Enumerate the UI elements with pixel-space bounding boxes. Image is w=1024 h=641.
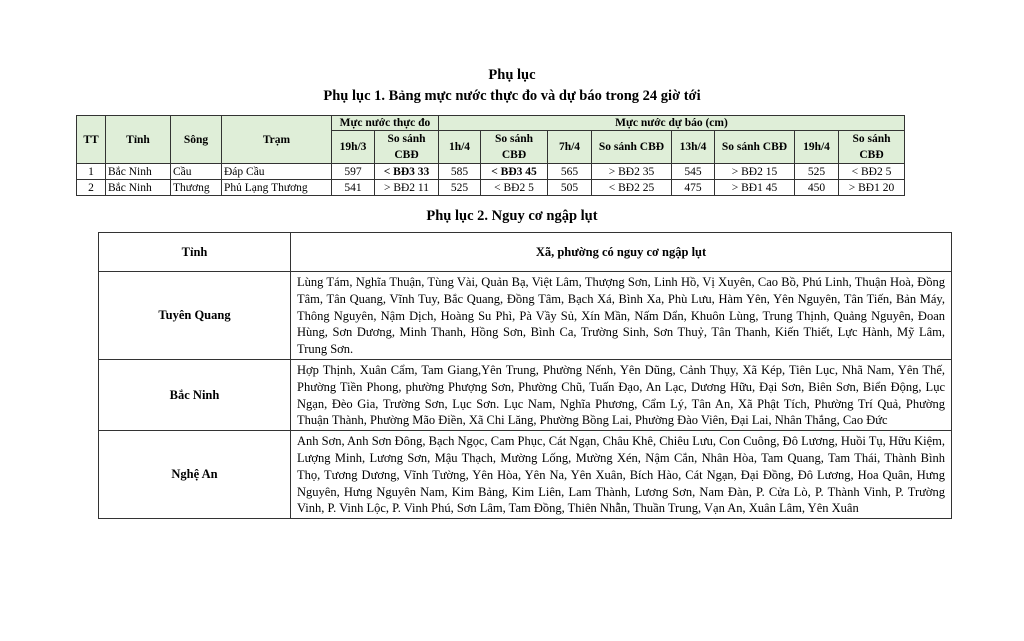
- header-province: Tỉnh: [106, 116, 171, 164]
- table-row: [77, 180, 905, 196]
- row-compare: < BĐ2 25: [592, 180, 672, 196]
- header-time: 19h/4: [795, 131, 839, 164]
- row-value: 525: [795, 164, 839, 180]
- header-time: 19h/3: [332, 131, 375, 164]
- row-value: 525: [439, 180, 481, 196]
- row-province: Tuyên Quang: [99, 272, 291, 360]
- row-river: Thương: [171, 180, 222, 196]
- row-communes: Lùng Tám, Nghĩa Thuận, Tùng Vài, Quản Bạ, Việt Lâm, Thượng Sơn, Linh Hồ, Vị Xuyên, Cao Bồ, Phú Linh, Thuận Hoà, Đồng Tâm, Tân Quang, Vĩnh Tuy, Bắc Quang, Đồng Tâm, Bạch Xá, Bình Xa, Phù Lưu, Hàm Yên, Yên Nguyên, Tân Tiến, Bản Máy, Thông Nguyên, Nậm Dịch, Hoàng Su Phì, Pà Vầy Sủ, Xín Mần, Nấm Dẩn, Khuôn Lùng, Trung Thịnh, Quảng Nguyên, Đoan Hùng, Sơn Dương, Minh Thanh, Hồng Sơn, Bình Ca, Trường Sinh, Sơn Thuỷ, Tân Thanh, Kiến Thiết, Lực Hành, Mỹ Lâm, Trung Sơn.: [291, 272, 952, 360]
- header-measured-group: Mực nước thực đo: [332, 116, 439, 131]
- row-tt: 2: [77, 180, 106, 196]
- table-row: [99, 431, 952, 519]
- header-compare: So sánh CBĐ: [839, 131, 905, 164]
- header-province: Tỉnh: [99, 233, 291, 272]
- header-station: Trạm: [222, 116, 332, 164]
- row-province: Nghệ An: [99, 431, 291, 519]
- table-row: [99, 359, 952, 430]
- header-time: 13h/4: [672, 131, 715, 164]
- row-compare: < BĐ2 5: [839, 164, 905, 180]
- row-compare: > BĐ1 45: [715, 180, 795, 196]
- header-river: Sông: [171, 116, 222, 164]
- table1-title: Phụ lục 1. Bảng mực nước thực đo và dự báo trong 24 giờ tới: [323, 88, 701, 104]
- page-heading: Phụ lục: [488, 67, 536, 83]
- row-station: Phủ Lạng Thương: [222, 180, 332, 196]
- row-value: 541: [332, 180, 375, 196]
- row-value: 475: [672, 180, 715, 196]
- row-compare: < BĐ2 5: [481, 180, 548, 196]
- row-value: 450: [795, 180, 839, 196]
- row-value: 597: [332, 164, 375, 180]
- row-compare: > BĐ2 35: [592, 164, 672, 180]
- header-compare: So sánh CBĐ: [592, 131, 672, 164]
- header-compare: So sánh CBĐ: [481, 131, 548, 164]
- row-communes: Anh Sơn, Anh Sơn Đông, Bạch Ngọc, Cam Phục, Cát Ngạn, Châu Khê, Chiêu Lưu, Con Cuông, Đô Lương, Huồi Tụ, Hữu Kiệm, Lượng Minh, Lương Sơn, Mậu Thạch, Mường Lống, Mường Xén, Nậm Cắn, Nhân Hòa, Tam Quang, Tam Thái, Thành Bình Thọ, Tương Dương, Vĩnh Tường, Yên Hòa, Yên Na, Yên Xuân, Bích Hào, Cát Ngạn, Đại Đồng, Đô Lương, Hoa Quân, Hưng Nguyên, Hưng Nguyên Nam, Kim Bảng, Kim Liên, Lam Thành, Lương Sơn, Nam Đàn, P. Cửa Lò, P. Thành Vinh, P. Trường Vinh, P. Vinh Lộc, P. Vinh Phú, Sơn Lâm, Tam Đồng, Thiên Nhẫn, Thuần Trung, Vạn An, Xuân Lâm, Yên Xuân: [291, 431, 952, 519]
- header-tt: TT: [77, 116, 106, 164]
- row-value: 505: [548, 180, 592, 196]
- table-row: [77, 164, 905, 180]
- header-time: 7h/4: [548, 131, 592, 164]
- row-compare: < BĐ3 45: [481, 164, 548, 180]
- header-time: 1h/4: [439, 131, 481, 164]
- flood-risk-table: [98, 232, 952, 519]
- row-compare: > BĐ1 20: [839, 180, 905, 196]
- row-province: Bắc Ninh: [99, 359, 291, 430]
- row-river: Cầu: [171, 164, 222, 180]
- header-compare: So sánh CBĐ: [375, 131, 439, 164]
- table2-title: Phụ lục 2. Nguy cơ ngập lụt: [426, 208, 598, 224]
- row-tt: 1: [77, 164, 106, 180]
- row-compare: > BĐ2 15: [715, 164, 795, 180]
- row-compare: > BĐ2 11: [375, 180, 439, 196]
- row-province: Bắc Ninh: [106, 180, 171, 196]
- table-row: [99, 272, 952, 360]
- row-province: Bắc Ninh: [106, 164, 171, 180]
- row-communes: Hợp Thịnh, Xuân Cẩm, Tam Giang,Yên Trung, Phường Nếnh, Yên Dũng, Cảnh Thụy, Xã Kép, Tiên Lục, Nhã Nam, Yên Thế, Phường Tiền Phong, phường Phượng Sơn, Phường Chũ, Tuấn Đạo, An Lạc, Dương Hữu, Đại Sơn, Biên Sơn, Biển Động, Lục Ngạn, Đèo Gia, Trường Sơn, Lục Sơn. Lục Nam, Nghĩa Phương, Cẩm Lý, Tân An, Xã Phật Tích, Phường Trí Quả, Phường Thuận Thành, Phường Mão Điền, Xã Chi Lăng, Phường Bồng Lai, Phường Đào Viên, Đại Lai, Nhân Thắng, Cao Đức: [291, 359, 952, 430]
- water-level-table: [76, 115, 905, 196]
- header-forecast-group: Mực nước dự báo (cm): [439, 116, 905, 131]
- row-station: Đáp Cầu: [222, 164, 332, 180]
- header-compare: So sánh CBĐ: [715, 131, 795, 164]
- header-communes: Xã, phường có nguy cơ ngập lụt: [291, 233, 952, 272]
- row-value: 585: [439, 164, 481, 180]
- row-value: 565: [548, 164, 592, 180]
- row-value: 545: [672, 164, 715, 180]
- row-compare: < BĐ3 33: [375, 164, 439, 180]
